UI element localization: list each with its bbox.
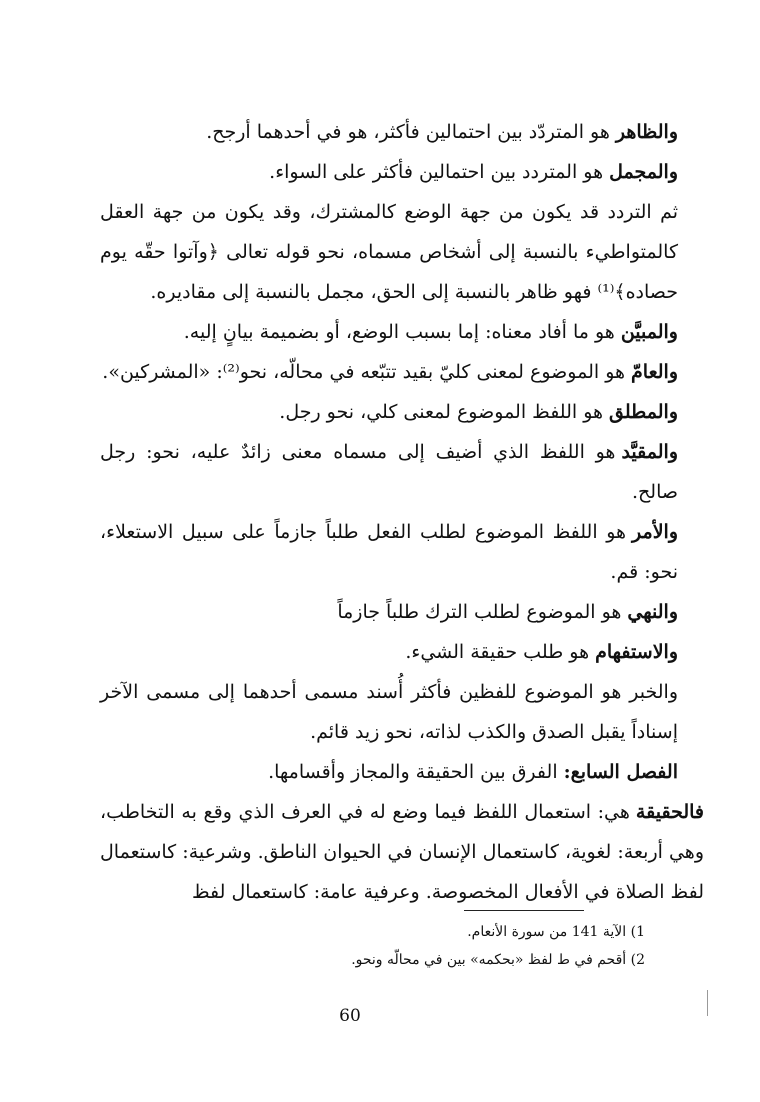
term-mutlaq: والمطلق	[609, 401, 678, 423]
section-subtitle: الفرق بين الحقيقة والمجاز وأقسامها.	[268, 761, 558, 783]
term-mubayyan: والمبيَّن	[620, 321, 678, 343]
paragraph-text: والخبر هو الموضوع للفظين فأكثر أُسند مسمى أحدهما إلى مسمى الآخر إسناداً يقبل الصدق والكذب لذاته، نحو زيد قائم.	[100, 681, 678, 743]
margin-mark	[707, 990, 708, 1016]
term-haqiqa: فالحقيقة	[635, 801, 704, 823]
term-amr: والأمر	[632, 521, 678, 543]
definition-text: هو اللفظ الموضوع لطلب الفعل طلباً جازماً على سبيل الاستعلاء، نحو: قم.	[100, 521, 678, 583]
footnote-2: 2) أقحم في ط لفظ «بحكمه» بين في محالّه ونحو.	[351, 952, 645, 968]
paragraph-taraddud	[100, 192, 704, 312]
definition-mubayyan	[100, 312, 704, 352]
page-number: 60	[339, 1006, 361, 1026]
section-heading	[100, 752, 704, 792]
footnotes	[300, 918, 645, 974]
definition-muqayyad	[100, 432, 704, 512]
definition-nahy	[100, 592, 704, 632]
definition-haqiqa	[100, 792, 704, 912]
definition-mujmal	[100, 152, 704, 192]
term-amm: والعامّ	[631, 361, 678, 383]
footnote-1: 1) الآية 141 من سورة الأنعام.	[467, 924, 645, 940]
definition-istifham	[100, 632, 704, 672]
definition-zahir	[100, 112, 704, 152]
term-mujmal: والمجمل	[609, 161, 678, 183]
definition-text: هو المتردد بين احتمالين فأكثر على السواء.	[269, 161, 604, 183]
section-title: الفصل السابع:	[563, 761, 678, 783]
definition-text: هو طلب حقيقة الشيء.	[405, 641, 590, 663]
definition-mutlaq	[100, 392, 704, 432]
definition-text: هو الموضوع لمعنى كليّ بقيد تتبّعه في محالّه، نحو⁽²⁾: «المشركين».	[102, 361, 626, 383]
definition-text: هي: استعمال اللفظ فيما وضع له في العرف الذي وقع به التخاطب، وهي أربعة: لغوية، كاستعمال الإنسان في الحيوان الناطق. وشرعية: كاستعمال لفظ الصلاة في الأفعال المخصوصة. وعرفية عامة: كاستعمال لفظ	[100, 801, 704, 903]
definition-text: هو المتردّد بين احتمالين فأكثر، هو في أحدهما أرجح.	[206, 121, 610, 143]
main-text	[100, 112, 704, 912]
term-nahy: والنهي	[627, 601, 678, 623]
term-zahir: والظاهر	[615, 121, 678, 143]
definition-text: هو اللفظ الموضوع لمعنى كلي، نحو رجل.	[279, 401, 604, 423]
definition-text: هو اللفظ الذي أضيف إلى مسماه معنى زائدٌ عليه، نحو: رجل صالح.	[100, 441, 678, 503]
footnote-divider	[464, 910, 584, 911]
definition-amm	[100, 352, 704, 392]
term-muqayyad: والمقيَّد	[621, 441, 678, 463]
definition-text: هو الموضوع لطلب الترك طلباً جازماً	[337, 601, 622, 623]
paragraph-text: ثم التردد قد يكون من جهة الوضع كالمشترك، وقد يكون من جهة العقل كالمتواطيء بالنسبة إلى أشخاص مسماه، نحو قوله تعالى ﴿وآتوا حقّه يوم حصاده﴾⁽¹⁾ فهو ظاهر بالنسبة إلى الحق، مجمل بالنسبة إلى مقاديره.	[100, 201, 678, 303]
definition-amr	[100, 512, 704, 592]
term-istifham: والاستفهام	[595, 641, 678, 663]
definition-text: هو ما أفاد معناه: إما بسبب الوضع، أو بضميمة بيانٍ إليه.	[183, 321, 615, 343]
definition-khabar	[100, 672, 704, 752]
